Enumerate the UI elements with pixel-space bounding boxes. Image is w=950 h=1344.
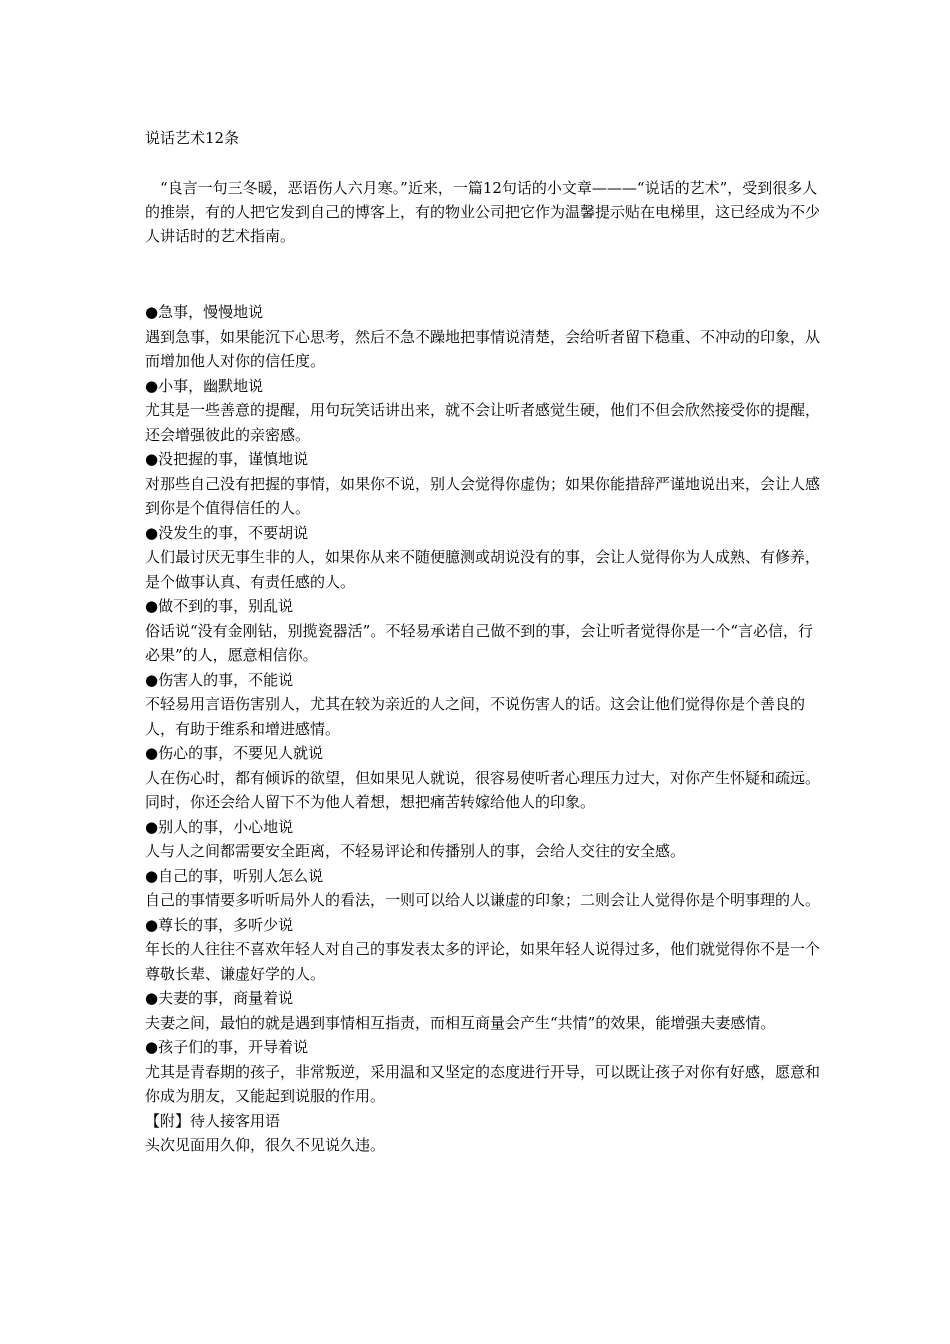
tip-heading: ●伤心的事，不要见人就说 bbox=[145, 744, 324, 762]
tip-item bbox=[145, 594, 825, 668]
tip-heading: ●小事，幽默地说 bbox=[145, 376, 264, 395]
intro-paragraph: “良言一句三冬暖，恶语伤人六月寒。”近来，一篇12句话的小文章———“说话的艺术”，受到很多人的推崇，有的人把它发到自己的博客上，有的物业公司把它作为温馨提示贴在电梯里，这已经成为不少人讲话时的艺术指南。 bbox=[145, 179, 821, 245]
tip-heading: ●急事，慢慢地说 bbox=[145, 303, 264, 321]
tip-heading: ●孩子们的事，开导着说 bbox=[145, 1038, 309, 1056]
tip-heading: ●没发生的事，不要胡说 bbox=[145, 523, 309, 542]
tip-item bbox=[145, 447, 825, 521]
tip-item bbox=[145, 300, 825, 374]
tip-item bbox=[145, 741, 825, 815]
tip-text: 尤其是青春期的孩子，非常叛逆，采用温和又坚定的态度进行开导，可以既让孩子对你有好感，愿意和你成为朋友，又能起到说服的作用。 bbox=[145, 1062, 821, 1105]
tip-heading: ●夫妻的事，商量着说 bbox=[145, 989, 294, 1007]
tip-item bbox=[145, 986, 825, 1035]
tip-text: 人们最讨厌无事生非的人，如果你从来不随便臆测或胡说没有的事，会让人觉得你为人成熟、有修养，是个做事认真、有责任感的人。 bbox=[145, 548, 821, 591]
tip-text: 夫妻之间，最怕的就是遇到事情相互指责，而相互商量会产生“共情”的效果，能增强夫妻感情。 bbox=[145, 1013, 776, 1032]
tip-heading: ●做不到的事，别乱说 bbox=[145, 597, 294, 615]
tip-heading: ●自己的事，听别人怎么说 bbox=[145, 866, 324, 885]
tip-heading: ●尊长的事，多听少说 bbox=[145, 915, 294, 934]
tips-list bbox=[145, 300, 825, 1158]
tip-item bbox=[145, 374, 825, 448]
tip-text: 俗话说“没有金刚钻，别揽瓷器活”。不轻易承诺自己做不到的事，会让听者觉得你是一个“言必信，行必果”的人，愿意相信你。 bbox=[145, 621, 814, 664]
tip-item bbox=[145, 864, 825, 913]
tip-item bbox=[145, 815, 825, 864]
tip-text: 尤其是一些善意的提醒，用句玩笑话讲出来，就不会让听者感觉生硬，他们不但会欣然接受你的提醒，还会增强彼此的亲密感。 bbox=[145, 401, 821, 444]
tip-text: 人在伤心时，都有倾诉的欲望，但如果见人就说，很容易使听者心理压力过大，对你产生怀疑和疏远。同时，你还会给人留下不为他人着想，想把痛苦转嫁给他人的印象。 bbox=[145, 768, 821, 811]
tip-text: 不轻易用言语伤害别人，尤其在较为亲近的人之间，不说伤害人的话。这会让他们觉得你是个善良的人，有助于维系和增进感情。 bbox=[145, 695, 806, 738]
tip-item bbox=[145, 668, 825, 742]
tip-item bbox=[145, 913, 825, 987]
appendix-line: 头次见面用久仰，很久不见说久违。 bbox=[145, 1136, 386, 1154]
tip-heading: ●没把握的事，谨慎地说 bbox=[145, 450, 309, 468]
tip-text: 对那些自己没有把握的事情，如果你不说，别人会觉得你虚伪；如果你能措辞严谨地说出来，会让人感到你是个值得信任的人。 bbox=[145, 474, 821, 517]
document-title: 说话艺术12条 bbox=[145, 129, 240, 147]
tip-text: 人与人之间都需要安全距离，不轻易评论和传播别人的事，会给人交往的安全感。 bbox=[145, 842, 686, 860]
tip-heading: ●伤害人的事，不能说 bbox=[145, 670, 294, 689]
tip-text: 年长的人往往不喜欢年轻人对自己的事发表太多的评论，如果年轻人说得过多，他们就觉得你不是一个尊敬长辈、谦虚好学的人。 bbox=[145, 940, 821, 983]
tip-item bbox=[145, 1035, 825, 1109]
tip-text: 遇到急事，如果能沉下心思考，然后不急不躁地把事情说清楚，会给听者留下稳重、不冲动的印象，从而增加他人对你的信任度。 bbox=[145, 327, 821, 370]
tip-heading: ●别人的事，小心地说 bbox=[145, 817, 294, 836]
tip-text: 自己的事情要多听听局外人的看法，一则可以给人以谦虚的印象；二则会让人觉得你是个明事理的人。 bbox=[145, 891, 821, 909]
tip-item bbox=[145, 521, 825, 595]
appendix-heading: 【附】待人接客用语 bbox=[145, 1111, 281, 1130]
